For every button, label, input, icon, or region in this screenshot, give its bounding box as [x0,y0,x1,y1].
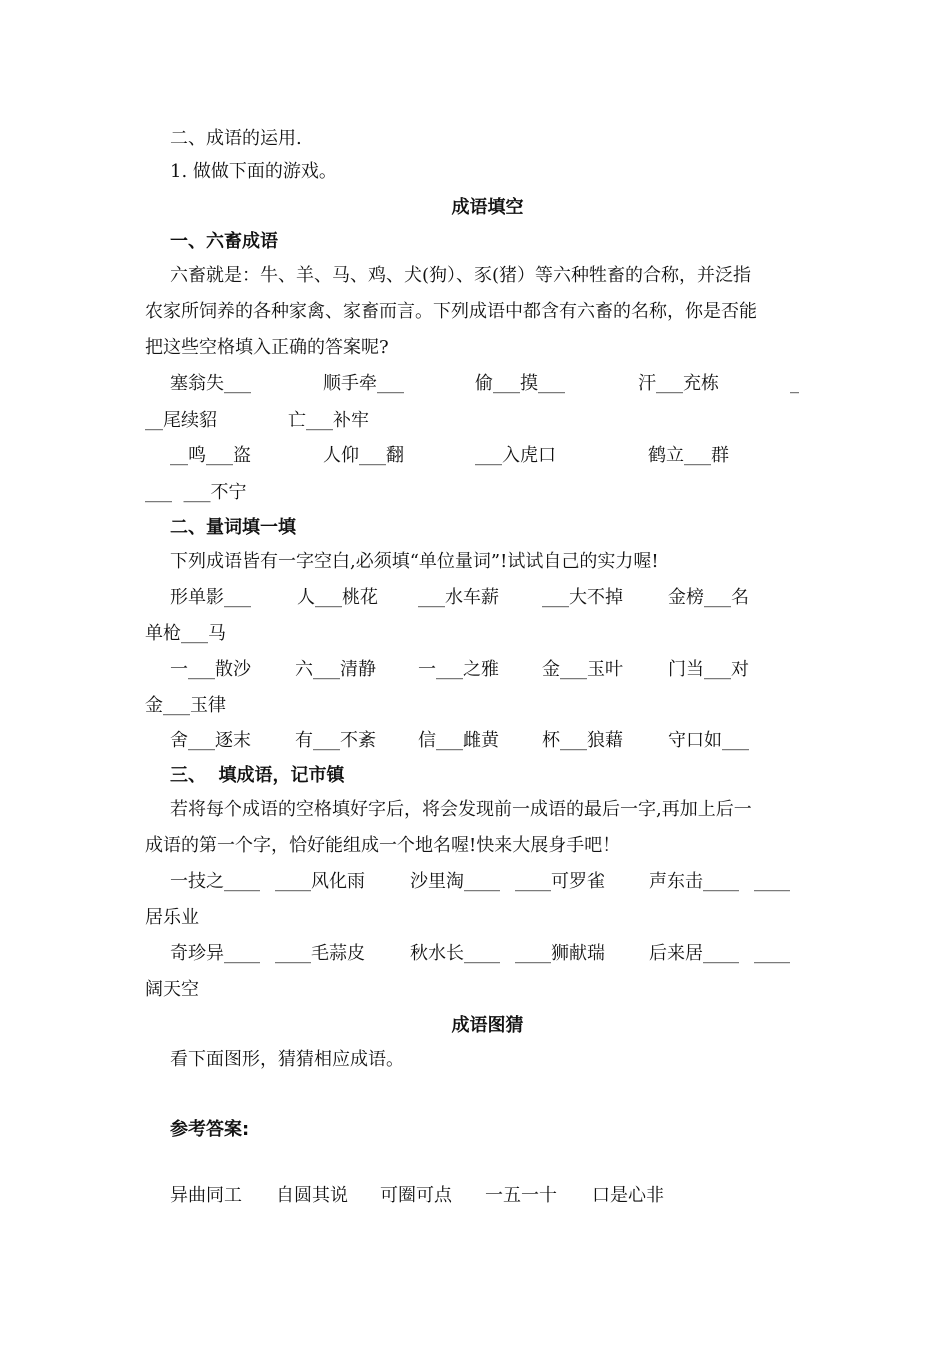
blank-idiom: 舍___逐末 [170,730,251,751]
blank-idiom: 一技之____ [170,871,260,892]
blank-idiom: 亡___补牢 [288,410,369,431]
part3-desc-line2: 成语的第一个字，恰好能组成一个地名喔!快来大展身手吧！ [145,835,621,856]
part3-row1 [145,870,805,894]
part1-row2 [145,444,805,468]
part1-heading: 一、六畜成语 [170,231,278,252]
blank-idiom: 形单影___ [170,587,251,608]
blank-idiom: ___ ___不宁 [145,482,247,503]
answer-item: 口是心非 [592,1185,664,1206]
blank-idiom: ____可罗雀 [515,871,605,892]
part1-row1b [145,409,805,433]
part3-heading: 三、 填成语，记市镇 [170,765,345,786]
answer-item: 异曲同工 [170,1185,242,1206]
answer-heading: 参考答案: [170,1119,250,1140]
part2-row1 [145,586,805,610]
blank-idiom: 门当___对 [668,659,749,680]
blank-idiom: 沙里淘____ [410,871,500,892]
blank-idiom: 顺手牵___ [323,373,404,394]
part2-desc: 下列成语皆有一字空白,必须填“单位量词”!试试自己的实力喔! [170,551,659,572]
title-fill-idioms: 成语填空 [451,197,524,218]
blank-idiom: ___入虎口 [475,445,556,466]
part2-row3 [145,729,805,753]
blank-idiom: 金___玉叶 [542,659,623,680]
blank-idiom: 奇珍异____ [170,943,260,964]
blank-idiom: 信___雌黄 [418,730,499,751]
blank-idiom: 金榜___名 [668,587,749,608]
blank-idiom: __尾续貂 [145,410,217,431]
blank-idiom: ____ [754,871,790,892]
part1-desc-line1: 六畜就是：牛、羊、马、鸡、犬(狗）、豕(猪）等六种牲畜的合称，并泛指 [170,265,752,286]
part1-row2b [145,481,805,505]
answer-item: 可圈可点 [380,1185,452,1206]
blank-idiom: ___水车薪 [418,587,499,608]
part3-row1b: 居乐业 [145,907,199,928]
blank-idiom: 人___桃花 [297,587,378,608]
blank-idiom: 人仰___翻 [323,445,404,466]
part1-desc-line2: 农家所饲养的各种家禽、家畜而言。下列成语中都含有六畜的名称，你是否能 [145,301,757,322]
blank-idiom: 一___散沙 [170,659,251,680]
part1-desc-line3: 把这些空格填入正确的答案呢? [145,337,389,358]
blank-idiom: 后来居____ [649,943,739,964]
part2-row1b: 单枪___马 [145,623,226,644]
blank-idiom: 一___之雅 [418,659,499,680]
blank-idiom: 声东击____ [649,871,739,892]
part2-heading: 二、量词填一填 [170,517,296,538]
answer-item: 自圆其说 [276,1185,348,1206]
guess-desc: 看下面图形，猜猜相应成语。 [170,1049,404,1070]
blank-idiom: ____风化雨 [275,871,365,892]
part2-row2b: 金___玉律 [145,695,226,716]
blank-idiom: ____狮献瑞 [515,943,605,964]
answer-item: 一五一十 [485,1185,557,1206]
blank-idiom: 秋水长____ [410,943,500,964]
section-title: 二、成语的运用. [170,128,302,149]
part2-row2 [145,658,805,682]
blank-idiom: 守口如___ [668,730,749,751]
part3-row2b: 阔天空 [145,979,199,1000]
blank-idiom: __鸣___盗 [170,445,251,466]
blank-idiom: ____ [754,943,790,964]
blank-idiom: 鹤立___群 [648,445,729,466]
blank-idiom: _ [790,373,799,394]
blank-idiom: 偷___摸___ [475,373,565,394]
title-guess-idioms: 成语图猜 [451,1015,524,1036]
part3-desc-line1: 若将每个成语的空格填好字后，将会发现前一成语的最后一字,再加上后一 [170,799,752,820]
part1-row1 [145,372,805,396]
part3-row2 [145,942,805,966]
blank-idiom: 汗___充栋 [638,373,719,394]
item-1: 1. 做做下面的游戏。 [170,161,337,182]
blank-idiom: 六___清静 [295,659,376,680]
blank-idiom: ___大不掉 [542,587,623,608]
answers-row [145,1184,805,1208]
blank-idiom: 杯___狼藉 [542,730,623,751]
blank-idiom: 塞翁失___ [170,373,251,394]
blank-idiom: 有___不紊 [295,730,376,751]
blank-idiom: ____毛蒜皮 [275,943,365,964]
